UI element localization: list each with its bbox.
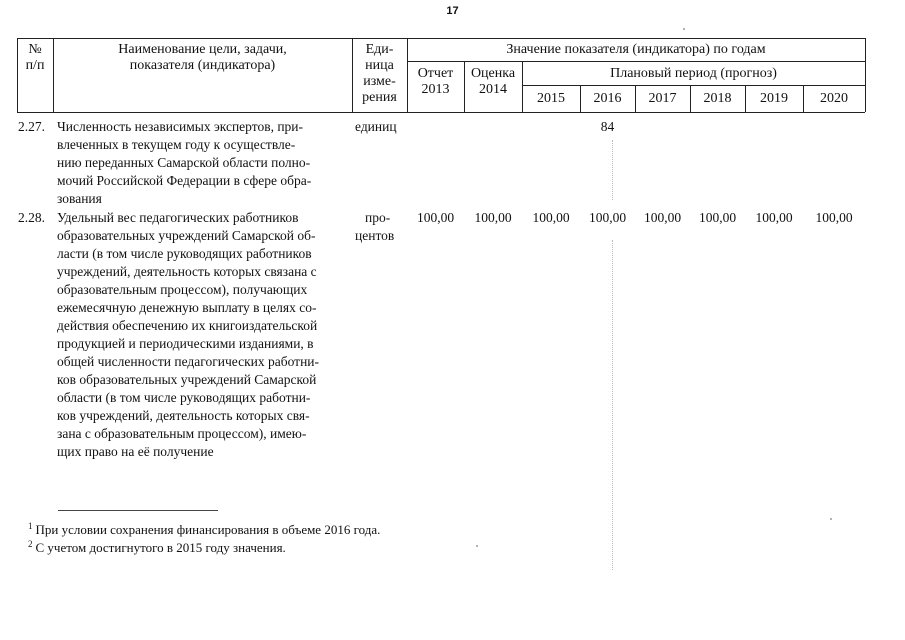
header-year-2020: 2020 <box>820 91 848 106</box>
value-2016: 100,00 <box>588 210 627 225</box>
header-year-2016: 2016 <box>593 91 622 106</box>
value-2013: 100,00 <box>416 210 455 225</box>
value-2019: 100,00 <box>755 210 793 225</box>
unit-continued: центов <box>355 228 395 243</box>
unit: единиц <box>355 119 397 134</box>
value-2016: 84 <box>600 119 615 134</box>
header-plan-group: Плановый период (прогноз) <box>610 66 777 81</box>
header-unit: Еди- ница изме- рения <box>362 42 397 105</box>
indicator-name: Численность независимых экспертов, при- влеченных в текущем году к осуществле- нию переданных Самарской области полно- мочий Российской Федерации в сфере обра- зования <box>57 119 312 206</box>
row-number: 2.28. <box>18 210 45 225</box>
header-report: Отчет 2013 <box>417 66 454 97</box>
header-values-group: Значение показателя (индикатора) по годам <box>506 42 766 57</box>
footnote-separator <box>58 510 218 511</box>
footnote-2: $^2$ С учетом достигнутого в 2015 году значения. <box>28 539 286 555</box>
value-2017: 100,00 <box>643 210 682 225</box>
header-name: Наименование цели, задачи, показателя (индикатора) <box>118 42 287 73</box>
header-estimate: Оценка 2014 <box>470 66 516 97</box>
row-number: 2.27. <box>18 119 45 134</box>
header-year-2015: 2015 <box>537 91 565 106</box>
header-year-2018: 2018 <box>703 91 732 106</box>
indicator-name: Удельный вес педагогических работников образовательных учреждений Самарской об- ласти (в том числе руководящих работников учреждений, деятельность которых связана с образовательным процессом), получающих ежемесячную денежную выплату в целях со- действия обеспечению их книгоиздательской продукцией и периодическими изданиями, в общей численности педагогических работни- ков образовательных учреждений Самарской области (в том числе руководящих работни- ков учреждений, деятельность которых свя- зана с образовательным процессом), имею- щих право на её получение <box>57 210 320 459</box>
footnote-1: $^1$ При условии сохранения финансирования в объеме 2016 года. <box>28 521 381 537</box>
value-2015: 100,00 <box>532 210 570 225</box>
header-year-2019: 2019 <box>760 91 788 106</box>
unit: про- <box>365 210 391 225</box>
header-num: № п/п <box>25 42 45 73</box>
value-2020: 100,00 <box>815 210 853 225</box>
value-2018: 100,00 <box>698 210 737 225</box>
header-year-2017: 2017 <box>648 91 677 106</box>
page-number: 17 <box>446 5 459 17</box>
value-2014: 100,00 <box>474 210 512 225</box>
